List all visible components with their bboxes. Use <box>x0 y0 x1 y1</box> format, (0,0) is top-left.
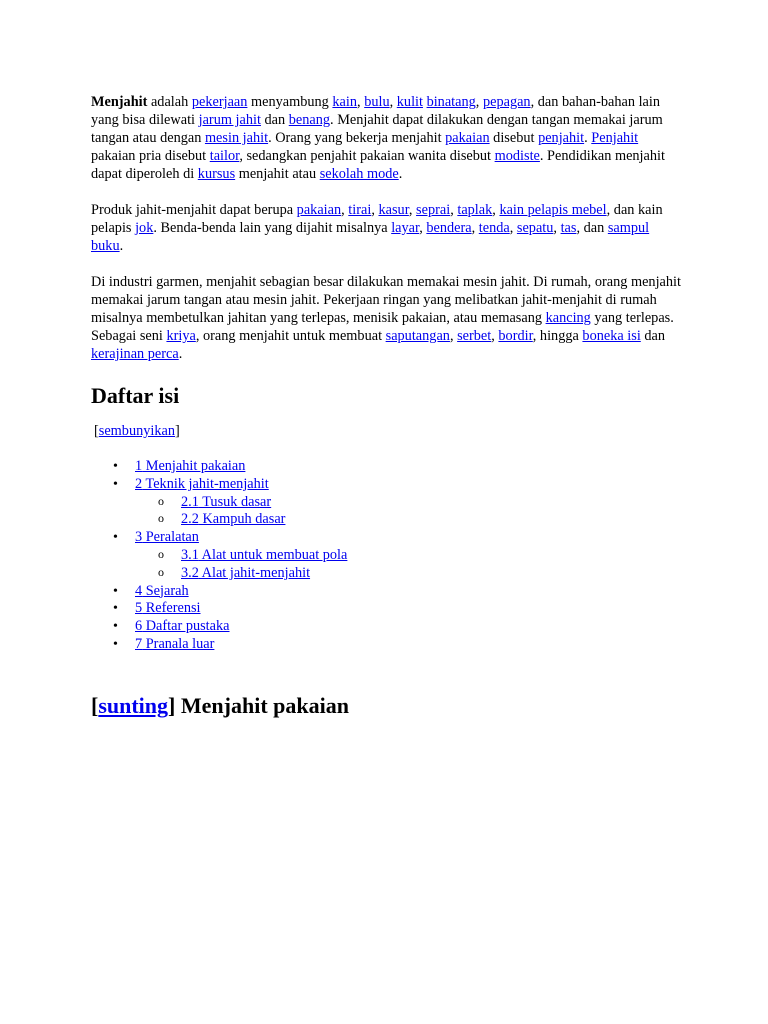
text: , <box>389 94 397 110</box>
text: , dan kain pelapis <box>91 202 663 236</box>
text: , <box>450 202 458 218</box>
toc-link-kampuh-dasar[interactable] <box>181 511 285 527</box>
text: Di industri garmen, menjahit sebagian besar dilakukan memakai mesin jahit. Di rumah, orang menjahit memakai jarum tangan atau mesin jahit. Pekerjaan ringan yang melibatkan jahit-menjahit di rumah misalnya membetulkan jahitan yang terlepas, menisik pakaian, atau memasang <box>91 274 681 326</box>
toc-number: 3.1 <box>181 546 199 563</box>
text: , <box>553 220 561 236</box>
toc-label: Tusuk dasar <box>198 493 272 510</box>
text: Produk jahit-menjahit dapat berupa <box>91 202 297 218</box>
link-sepatu[interactable]: sepatu <box>516 220 554 236</box>
toc-link-referensi[interactable] <box>135 600 201 616</box>
bracket: ] <box>168 692 176 718</box>
text: menjahit atau <box>235 166 320 182</box>
text: , <box>471 220 479 236</box>
text: . <box>398 166 403 182</box>
text: , <box>475 94 483 110</box>
term-bold: Menjahit <box>91 94 148 110</box>
text: , orang menjahit untuk membuat <box>195 328 386 344</box>
toc-item <box>91 529 681 547</box>
toc-link-alat-jahit[interactable] <box>181 565 310 581</box>
toc-link-teknik[interactable] <box>135 476 269 492</box>
toc-label: Alat untuk membuat pola <box>198 546 348 563</box>
link-binatang[interactable]: binatang <box>426 94 476 110</box>
link-pepagan[interactable]: pepagan <box>482 94 531 110</box>
link-boneka-isi[interactable]: boneka isi <box>582 328 641 344</box>
link-tas[interactable]: tas <box>560 220 577 236</box>
link-jarum-jahit[interactable]: jarum jahit <box>198 112 261 128</box>
text: . Benda-benda lain yang dijahit misalnya <box>153 220 392 236</box>
text: . Pendidikan menjahit dapat diperoleh di <box>91 148 665 182</box>
link-seprai[interactable]: seprai <box>416 202 451 218</box>
link-penjahit-2[interactable]: Penjahit <box>591 130 639 146</box>
section-title: Menjahit pakaian <box>175 692 349 718</box>
toc-list <box>91 458 681 654</box>
link-tirai[interactable]: tirai <box>348 202 372 218</box>
link-mesin-jahit[interactable]: mesin jahit <box>204 130 269 146</box>
link-taplak[interactable]: taplak <box>457 202 493 218</box>
toc-toggle <box>94 422 681 440</box>
industry-paragraph <box>91 273 681 363</box>
toc-item <box>91 618 681 636</box>
edit-section-link[interactable]: sunting <box>98 692 169 718</box>
toc-link-tusuk-dasar[interactable] <box>181 494 271 510</box>
link-kulit[interactable]: kulit <box>396 94 423 110</box>
toc-hide-link[interactable]: sembunyikan <box>98 423 176 439</box>
text: , hingga <box>532 328 583 344</box>
text: disebut <box>489 130 539 146</box>
toc-number: 2 <box>135 475 143 492</box>
toc-subitem <box>91 547 681 565</box>
text: pakaian pria disebut <box>91 148 210 164</box>
toc-number: 3.2 <box>181 564 199 581</box>
toc-label: Teknik jahit-menjahit <box>142 475 269 492</box>
toc-number: 3 <box>135 529 143 546</box>
text: , <box>491 328 499 344</box>
text: , <box>492 202 500 218</box>
toc-label: Sejarah <box>142 582 189 599</box>
bracket: [ <box>94 423 99 439</box>
toc-item <box>91 600 681 618</box>
toc-link-menjahit-pakaian[interactable] <box>135 458 245 474</box>
link-sampul-buku[interactable]: sampul buku <box>91 220 650 254</box>
toc-number: 4 <box>135 582 143 599</box>
text: dan <box>640 328 666 344</box>
toc-label: Pranala luar <box>142 635 215 652</box>
link-sekolah-mode[interactable]: sekolah mode <box>319 166 399 182</box>
text: , <box>371 202 379 218</box>
link-pakaian[interactable]: pakaian <box>445 130 490 146</box>
text: , <box>509 220 517 236</box>
text: . <box>178 346 183 362</box>
link-kriya[interactable]: kriya <box>166 328 196 344</box>
toc-number: 6 <box>135 618 143 635</box>
text: . <box>584 130 592 146</box>
link-tenda[interactable]: tenda <box>478 220 510 236</box>
text: , dan bahan-bahan lain yang bisa dilewati <box>91 94 661 128</box>
link-serbet[interactable]: serbet <box>457 328 492 344</box>
text: , <box>408 202 417 218</box>
toc-item <box>91 583 681 601</box>
toc-subitem <box>91 511 681 529</box>
link-kancing[interactable]: kancing <box>545 310 591 326</box>
text: . Orang yang bekerja menjahit <box>268 130 446 146</box>
text: , dan <box>576 220 608 236</box>
link-kursus[interactable]: kursus <box>197 166 236 182</box>
article-body <box>91 93 681 719</box>
link-jok[interactable]: jok <box>135 220 154 236</box>
toc-item <box>91 458 681 476</box>
toc-label: Peralatan <box>142 529 199 546</box>
section-heading-menjahit-pakaian <box>91 693 681 719</box>
toc-link-alat-pola[interactable] <box>181 547 347 563</box>
toc-number: 2.1 <box>181 493 199 510</box>
link-kain-pelapis-mebel[interactable]: kain pelapis mebel <box>499 202 607 218</box>
toc-heading: Daftar isi <box>91 383 180 408</box>
toc-number: 1 <box>135 458 143 474</box>
text: . <box>119 238 124 254</box>
text: , <box>449 328 458 344</box>
toc-label: Menjahit pakaian <box>142 458 246 474</box>
link-pekerjaan[interactable]: pekerjaan <box>191 94 248 110</box>
text: , <box>419 220 427 236</box>
bracket: [ <box>91 692 99 718</box>
link-bordir[interactable]: bordir <box>498 328 533 344</box>
toc-link-daftar-pustaka[interactable] <box>135 618 230 634</box>
text: , <box>357 94 365 110</box>
text: dan <box>260 112 289 128</box>
toc-number: 7 <box>135 635 143 652</box>
toc-subitem <box>91 494 681 512</box>
intro-paragraph <box>91 93 681 183</box>
link-kasur[interactable]: kasur <box>378 202 409 218</box>
link-kain[interactable]: kain <box>332 94 358 110</box>
link-saputangan[interactable]: saputangan <box>385 328 450 344</box>
toc-link-pranala-luar[interactable] <box>135 636 214 652</box>
toc-subitem <box>91 565 681 583</box>
link-bulu[interactable]: bulu <box>364 94 390 110</box>
toc-label: Daftar pustaka <box>142 618 230 635</box>
link-bendera[interactable]: bendera <box>426 220 472 236</box>
text: yang terlepas. Sebagai seni <box>91 310 674 344</box>
toc-label: Kampuh dasar <box>198 511 286 528</box>
text: , sedangkan penjahit pakaian wanita disebut <box>239 148 495 164</box>
link-benang[interactable]: benang <box>288 112 331 128</box>
link-modiste[interactable]: modiste <box>494 148 540 164</box>
toc-number: 2.2 <box>181 511 199 528</box>
link-tailor[interactable]: tailor <box>209 148 240 164</box>
text: adalah <box>147 94 192 110</box>
text: menyambung <box>247 94 333 110</box>
toc-number: 5 <box>135 600 143 617</box>
toc-label: Alat jahit-menjahit <box>198 564 311 581</box>
toc-item <box>91 636 681 654</box>
toc-link-sejarah[interactable] <box>135 583 189 599</box>
toc-item <box>91 476 681 494</box>
link-layar[interactable]: layar <box>391 220 420 236</box>
text: , <box>341 202 349 218</box>
text: . Menjahit dapat dilakukan dengan tangan memakai jarum tangan atau dengan <box>91 112 663 146</box>
link-kerajinan-perca[interactable]: kerajinan perca <box>91 346 179 362</box>
bracket: ] <box>175 423 180 439</box>
link-pakaian[interactable]: pakaian <box>296 202 342 218</box>
link-penjahit[interactable]: penjahit <box>538 130 585 146</box>
toc-label: Referensi <box>142 600 201 617</box>
products-paragraph <box>91 201 681 255</box>
toc-link-peralatan[interactable] <box>135 529 199 545</box>
